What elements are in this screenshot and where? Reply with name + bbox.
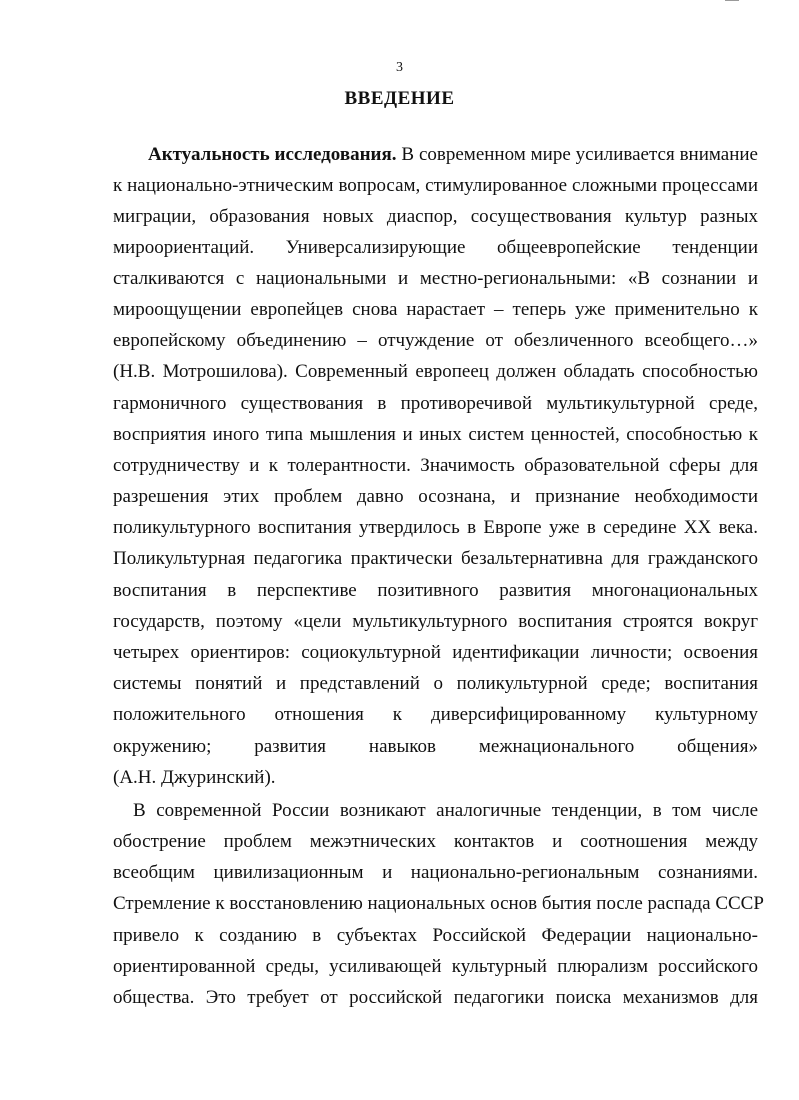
text-line: ориентированной среды, усиливающей культурный плюрализм российского — [113, 956, 758, 977]
text-line: мироощущении европейцев снова нарастает – теперь уже применительно к — [113, 299, 758, 320]
text-line: воспитания в перспективе позитивного развития многонациональных — [113, 580, 758, 601]
text-line: Поликультурная педагогика практически безальтернативна для гражданского — [113, 548, 758, 569]
text-line: (А.Н. Джуринский). — [113, 767, 276, 788]
page-number: 3 — [396, 60, 403, 75]
text-line: В современной России возникают аналогичные тенденции, в том числе — [133, 800, 758, 821]
text-line: общества. Это требует от российской педагогики поиска механизмов для — [113, 987, 758, 1008]
text-line: привело к созданию в субъектах Российской Федерации национально- — [113, 925, 758, 946]
text-line: окружению; развития навыков межнационального общения» — [113, 736, 758, 757]
text-line: всеобщим цивилизационным и национально-региональным сознаниями. — [113, 862, 758, 883]
text-line: мироориентаций. Универсализирующие общеевропейские тенденции — [113, 237, 758, 258]
text-line: миграции, образования новых диаспор, сосуществования культур разных — [113, 206, 758, 227]
text-line: восприятия иного типа мышления и иных систем ценностей, способностью к — [113, 424, 758, 445]
text-line: четырех ориентиров: социокультурной идентификации личности; освоения — [113, 642, 758, 663]
text-line: гармоничного существования в противоречивой мультикультурной среде, — [113, 393, 758, 414]
text-line: сотрудничеству и к толерантности. Значимость образовательной сферы для — [113, 455, 758, 476]
text-line: европейскому объединению – отчуждение от обезличенного всеобщего…» — [113, 330, 758, 351]
text-line: государств, поэтому «цели мультикультурного воспитания строятся вокруг — [113, 611, 758, 632]
text-line: обострение проблем межэтнических контактов и соотношения между — [113, 831, 758, 852]
page-title: ВВЕДЕНИЕ — [344, 88, 455, 109]
text-line: сталкиваются с национальными и местно-региональными: «В сознании и — [113, 268, 758, 289]
text-line: разрешения этих проблем давно осознана, и признание необходимости — [113, 486, 758, 507]
paragraph-lead: Актуальность исследования. — [148, 144, 397, 165]
text-line: Стремление к восстановлению национальных основ бытия после распада СССР — [113, 893, 764, 914]
scan-corner-mark — [725, 0, 739, 1]
text-line: Актуальность исследования. В современном мире усиливается внимание — [148, 144, 758, 165]
text-line: поликультурного воспитания утвердилось в Европе уже в середине XX века. — [113, 517, 758, 538]
text-line: положительного отношения к диверсифицированному культурному — [113, 704, 758, 725]
text-line: системы понятий и представлений о поликультурной среде; воспитания — [113, 673, 758, 694]
text-line: (Н.В. Мотрошилова). Современный европеец должен обладать способностью — [113, 361, 758, 382]
text-line: к национально-этническим вопросам, стимулированное сложными процессами — [113, 175, 758, 196]
